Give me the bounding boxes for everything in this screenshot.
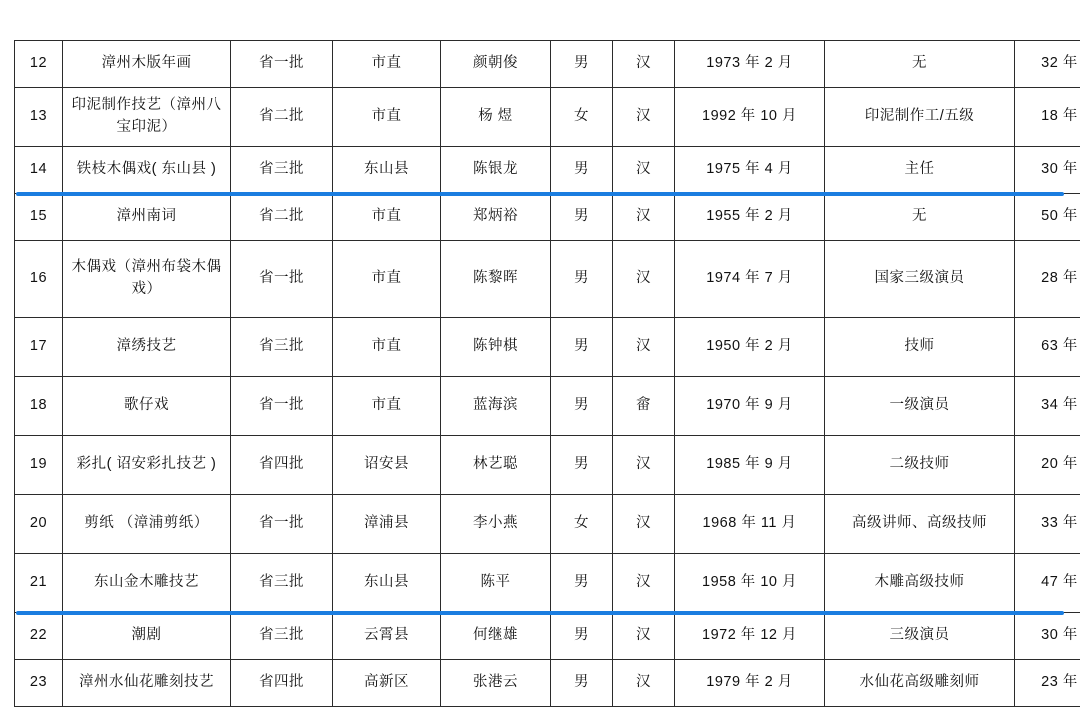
cell-birth: 1973 年 2 月 [675,41,825,88]
cell-index: 22 [15,613,63,660]
cell-name: 蓝海滨 [441,377,551,436]
cell-index: 17 [15,318,63,377]
heritage-inheritors-table [14,40,1080,707]
cell-project: 东山金木雕技艺 [63,554,231,613]
cell-birth: 1974 年 7 月 [675,241,825,318]
cell-gender: 男 [551,147,613,194]
cell-years: 63 年 [1015,318,1080,377]
cell-years: 33 年 [1015,495,1080,554]
cell-index: 20 [15,495,63,554]
cell-project: 歌仔戏 [63,377,231,436]
cell-project: 漳绣技艺 [63,318,231,377]
table-row [15,194,1080,241]
cell-index: 19 [15,436,63,495]
cell-title: 三级演员 [825,613,1015,660]
cell-ethnicity: 汉 [613,613,675,660]
cell-birth: 1992 年 10 月 [675,88,825,147]
cell-title: 主任 [825,147,1015,194]
cell-project: 剪纸 （漳浦剪纸） [63,495,231,554]
cell-ethnicity: 汉 [613,660,675,707]
cell-title: 技师 [825,318,1015,377]
cell-title: 国家三级演员 [825,241,1015,318]
cell-region: 漳浦县 [333,495,441,554]
cell-region: 市直 [333,194,441,241]
cell-birth: 1968 年 11 月 [675,495,825,554]
cell-name: 郑炳裕 [441,194,551,241]
cell-years: 50 年 [1015,194,1080,241]
cell-name: 张港云 [441,660,551,707]
cell-title: 高级讲师、高级技师 [825,495,1015,554]
cell-gender: 男 [551,41,613,88]
cell-birth: 1955 年 2 月 [675,194,825,241]
cell-ethnicity: 汉 [613,318,675,377]
cell-gender: 女 [551,495,613,554]
cell-gender: 女 [551,88,613,147]
table-row [15,613,1080,660]
cell-birth: 1975 年 4 月 [675,147,825,194]
table-row [15,436,1080,495]
cell-region: 市直 [333,377,441,436]
cell-birth: 1972 年 12 月 [675,613,825,660]
cell-ethnicity: 畲 [613,377,675,436]
cell-project: 潮剧 [63,613,231,660]
cell-name: 何继雄 [441,613,551,660]
cell-years: 20 年 [1015,436,1080,495]
cell-gender: 男 [551,613,613,660]
cell-region: 市直 [333,318,441,377]
cell-name: 陈钟棋 [441,318,551,377]
cell-batch: 省三批 [231,613,333,660]
cell-name: 杨 煜 [441,88,551,147]
table-row-highlighted [15,147,1080,194]
cell-region: 市直 [333,41,441,88]
cell-name: 李小燕 [441,495,551,554]
cell-project: 印泥制作技艺（漳州八宝印泥） [63,88,231,147]
cell-years: 47 年 [1015,554,1080,613]
cell-index: 18 [15,377,63,436]
cell-ethnicity: 汉 [613,194,675,241]
cell-gender: 男 [551,241,613,318]
cell-region: 高新区 [333,660,441,707]
cell-project: 漳州南词 [63,194,231,241]
cell-batch: 省三批 [231,318,333,377]
cell-project: 漳州木版年画 [63,41,231,88]
cell-years: 30 年 [1015,147,1080,194]
cell-title: 一级演员 [825,377,1015,436]
row-21-underline-annotation [16,611,1064,615]
cell-gender: 男 [551,554,613,613]
cell-batch: 省二批 [231,88,333,147]
cell-birth: 1950 年 2 月 [675,318,825,377]
cell-birth: 1985 年 9 月 [675,436,825,495]
cell-gender: 男 [551,377,613,436]
cell-name: 林艺聪 [441,436,551,495]
cell-years: 18 年 [1015,88,1080,147]
cell-name: 陈黎晖 [441,241,551,318]
cell-batch: 省一批 [231,241,333,318]
cell-name: 颜朝俊 [441,41,551,88]
cell-title: 二级技师 [825,436,1015,495]
cell-batch: 省一批 [231,495,333,554]
cell-index: 13 [15,88,63,147]
cell-birth: 1970 年 9 月 [675,377,825,436]
cell-title: 木雕高级技师 [825,554,1015,613]
cell-region: 东山县 [333,147,441,194]
table-row [15,41,1080,88]
cell-region: 诏安县 [333,436,441,495]
cell-index: 16 [15,241,63,318]
cell-ethnicity: 汉 [613,147,675,194]
cell-project: 彩扎( 诏安彩扎技艺 ) [63,436,231,495]
cell-title: 无 [825,41,1015,88]
cell-gender: 男 [551,194,613,241]
cell-project: 铁枝木偶戏( 东山县 ) [63,147,231,194]
table-row [15,495,1080,554]
cell-ethnicity: 汉 [613,241,675,318]
cell-years: 34 年 [1015,377,1080,436]
cell-batch: 省二批 [231,194,333,241]
cell-title: 水仙花高级雕刻师 [825,660,1015,707]
cell-region: 东山县 [333,554,441,613]
cell-years: 23 年 [1015,660,1080,707]
cell-index: 23 [15,660,63,707]
row-14-underline-annotation [16,192,1064,196]
cell-birth: 1958 年 10 月 [675,554,825,613]
cell-batch: 省三批 [231,554,333,613]
cell-name: 陈平 [441,554,551,613]
cell-years: 30 年 [1015,613,1080,660]
cell-gender: 男 [551,660,613,707]
cell-batch: 省四批 [231,660,333,707]
cell-ethnicity: 汉 [613,436,675,495]
cell-region: 云霄县 [333,613,441,660]
cell-region: 市直 [333,88,441,147]
cell-index: 21 [15,554,63,613]
cell-gender: 男 [551,318,613,377]
table-row [15,88,1080,147]
cell-batch: 省四批 [231,436,333,495]
cell-name: 陈银龙 [441,147,551,194]
cell-title: 印泥制作工/五级 [825,88,1015,147]
table-body [15,41,1080,707]
table-row [15,241,1080,318]
cell-gender: 男 [551,436,613,495]
table-row [15,660,1080,707]
table-row-highlighted [15,554,1080,613]
cell-index: 15 [15,194,63,241]
cell-ethnicity: 汉 [613,41,675,88]
cell-batch: 省一批 [231,377,333,436]
cell-index: 14 [15,147,63,194]
cell-title: 无 [825,194,1015,241]
cell-region: 市直 [333,241,441,318]
table-row [15,318,1080,377]
cell-project: 木偶戏（漳州布袋木偶戏） [63,241,231,318]
cell-batch: 省三批 [231,147,333,194]
cell-ethnicity: 汉 [613,495,675,554]
cell-ethnicity: 汉 [613,88,675,147]
cell-years: 28 年 [1015,241,1080,318]
table-row [15,377,1080,436]
cell-years: 32 年 [1015,41,1080,88]
cell-project: 漳州水仙花雕刻技艺 [63,660,231,707]
cell-birth: 1979 年 2 月 [675,660,825,707]
cell-batch: 省一批 [231,41,333,88]
cell-ethnicity: 汉 [613,554,675,613]
cell-index: 12 [15,41,63,88]
